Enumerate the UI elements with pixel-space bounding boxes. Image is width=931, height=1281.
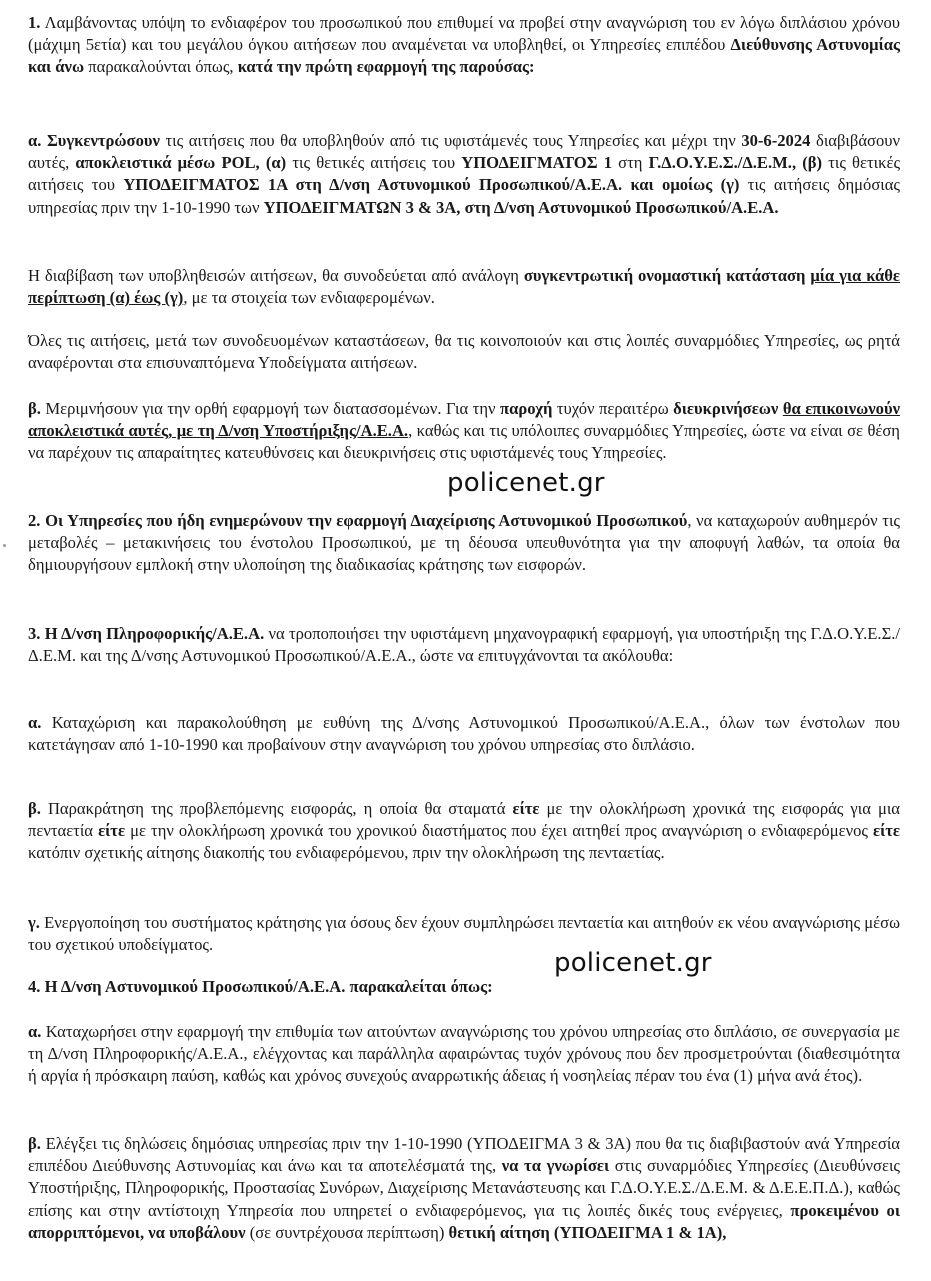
paragraph-1a: α. Συγκεντρώσουν τις αιτήσεις που θα υποβληθούν από τις υφιστάμενές τους Υπηρεσίες και μέχρι την 30-6-2024 διαβιβάσουν αυτές, αποκλειστικά μέσω POL, (α) τις θετικές αιτήσεις του ΥΠΟΔΕΙΓΜΑΤΟΣ 1 στη Γ.Δ.Ο.Υ.Ε.Σ./Δ.Ε.Μ., (β) τις θετικές αιτήσεις του ΥΠΟΔΕΙΓΜΑΤΟΣ 1Α στη Δ/νση Αστυνομικού Προσωπικού/Α.Ε.Α. και ομοίως (γ) τις αιτήσεις δημόσιας υπηρεσίας πριν την 1-10-1990 των ΥΠΟΔΕΙΓΜΑΤΩΝ 3 & 3Α, στη Δ/νση Αστυνομικού Προσωπικού/Α.Ε.Α. [28, 131, 901, 217]
paragraph-4a: α. Καταχωρήσει στην εφαρμογή την επιθυμία των αιτούντων αναγνώρισης του χρόνου υπηρεσίας στο διπλάσιο, σε συνεργασία με τη Δ/νση Πληροφορικής/Α.Ε.Α., ελέγχοντας και παράλληλα αφαιρώντας τυχόν χρόνους που δεν προσμετρούνται (διαθεσιμότητα ή αργία ή πρόσκαιρη παύση, καθώς και χρόνος συνεχούς αναρρωτικής άδειας ή νοσηλείας πέραν του ένα (1) μήνα ανά έτος). [28, 1022, 900, 1086]
paragraph-1-all-applications: Όλες τις αιτήσεις, μετά των συνοδευομένων καταστάσεων, θα τις κοινοποιούν και στις λοιπές συναρμόδιες Υπηρεσίες, ως ρητά αναφέρονται στα επισυναπτόμενα Υποδείγματα αιτήσεων. [28, 331, 900, 373]
watermark-text: policenet.gr [554, 948, 712, 978]
watermark-text: policenet.gr [447, 468, 605, 498]
paragraph-2: 2. Οι Υπηρεσίες που ήδη ενημερώνουν την εφαρμογή Διαχείρισης Αστυνομικού Προσωπικού, να καταχωρούν αυθημερόν τις μεταβολές – μετακινήσεις του ένστολου Προσωπικού, με τη δέουσα υπευθυνότητα για την αποφυγή λαθών, τα οποία θα δημιουργήσουν εμπλοκή στην υλοποίηση της διαδικασίας κράτησης των εισφορών. [28, 511, 900, 575]
scan-speck [3, 544, 6, 547]
paragraph-3: 3. Η Δ/νση Πληροφορικής/Α.Ε.Α. να τροποποιήσει την υφιστάμενη μηχανογραφική εφαρμογή, για υποστήριξη της Γ.Δ.Ο.Υ.Ε.Σ./Δ.Ε.Μ. και της Δ/νσης Αστυνομικού Προσωπικού/Α.Ε.Α., ώστε να επιτυγχάνονται τα ακόλουθα: [28, 624, 900, 666]
paragraph-4b: β. Ελέγξει τις δηλώσεις δημόσιας υπηρεσίας πριν την 1-10-1990 (ΥΠΟΔΕΙΓΜΑ 3 & 3Α) που θα τις διαβιβαστούν ανά Υπηρεσία επιπέδου Διεύθυνσης Αστυνομίας και άνω και τα αποτελέσματά της, να τα γνωρίσει στις συναρμόδιες Υπηρεσίες (Διευθύνσεις Υποστήριξης, Πληροφορικής, Προστασίας Συνόρων, Διαχείρισης Μετανάστευσης και Γ.Δ.Ο.Υ.Ε.Σ./Δ.Ε.Μ. & Δ.Ε.Ε.Π.Δ.), καθώς επίσης και στην αντίστοιχη Υπηρεσία που υπηρετεί ο ενδιαφερόμενος, για τις λοιπές δικές τους ενέργειες, προκειμένου οι απορριπτόμενοι, να υποβάλουν (σε συντρέχουσα περίπτωση) θετική αίτηση (ΥΠΟΔΕΙΓΜΑ 1 & 1Α), [28, 1134, 900, 1242]
paragraph-1-transmission: Η διαβίβαση των υποβληθεισών αιτήσεων, θα συνοδεύεται από ανάλογη συγκεντρωτική ονομαστική κατάσταση μία για κάθε περίπτωση (α) έως (γ), με τα στοιχεία των ενδιαφερομένων. [28, 266, 900, 308]
paragraph-1b: β. Μεριμνήσουν για την ορθή εφαρμογή των διατασσομένων. Για την παροχή τυχόν περαιτέρω διευκρινήσεων θα επικοινωνούν αποκλειστικά αυτές, με τη Δ/νση Υποστήριξης/Α.Ε.Α., καθώς και τις υπόλοιπες συναρμόδιες Υπηρεσίες, ώστε να είναι σε θέση να παρέχουν τις απαραίτητες κατευθύνσεις και διευκρινήσεις στις υφιστάμενές τους Υπηρεσίες. [28, 399, 900, 463]
paragraph-3b: β. Παρακράτηση της προβλεπόμενης εισφοράς, η οποία θα σταματά είτε με την ολοκλήρωση χρονικά της εισφοράς για μια πενταετία είτε με την ολοκλήρωση χρονικά του χρονικού διαστήματος που έχει αιτηθεί προς αναγνώριση ο ενδιαφερόμενος είτε κατόπιν σχετικής αίτησης διακοπής του ενδιαφερόμενου, πριν την ολοκλήρωση της πενταετίας. [28, 799, 900, 863]
section-number: 1. [28, 13, 41, 32]
paragraph-1: 1. Λαμβάνοντας υπόψη το ενδιαφέρον του προσωπικού που επιθυμεί να προβεί στην αναγνώριση του εν λόγω διπλάσιου χρόνου (μάχιμη 5ετία) και του μεγάλου όγκου αιτήσεων που αναμένεται να υποβληθεί, οι Υπηρεσίες επιπέδου Διεύθυνσης Αστυνομίας και άνω παρακαλούνται όπως, κατά την πρώτη εφαρμογή της παρούσας: [28, 13, 900, 77]
paragraph-4: 4. Η Δ/νση Αστυνομικού Προσωπικού/Α.Ε.Α. παρακαλείται όπως: [28, 977, 493, 996]
paragraph-3a: α. Καταχώριση και παρακολούθηση με ευθύνη της Δ/νσης Αστυνομικού Προσωπικού/Α.Ε.Α., όλων των ένστολων που κατετάγησαν από 1-10-1990 και προβαίνουν στην αναγνώριση του χρόνου υπηρεσίας στο διπλάσιο. [28, 713, 900, 755]
paragraph-3c: γ. Ενεργοποίηση του συστήματος κράτησης για όσους δεν έχουν συμπληρώσει πενταετία και αιτηθούν εκ νέου αναγνώρισης μέσω του σχετικού υποδείγματος. [28, 913, 900, 955]
